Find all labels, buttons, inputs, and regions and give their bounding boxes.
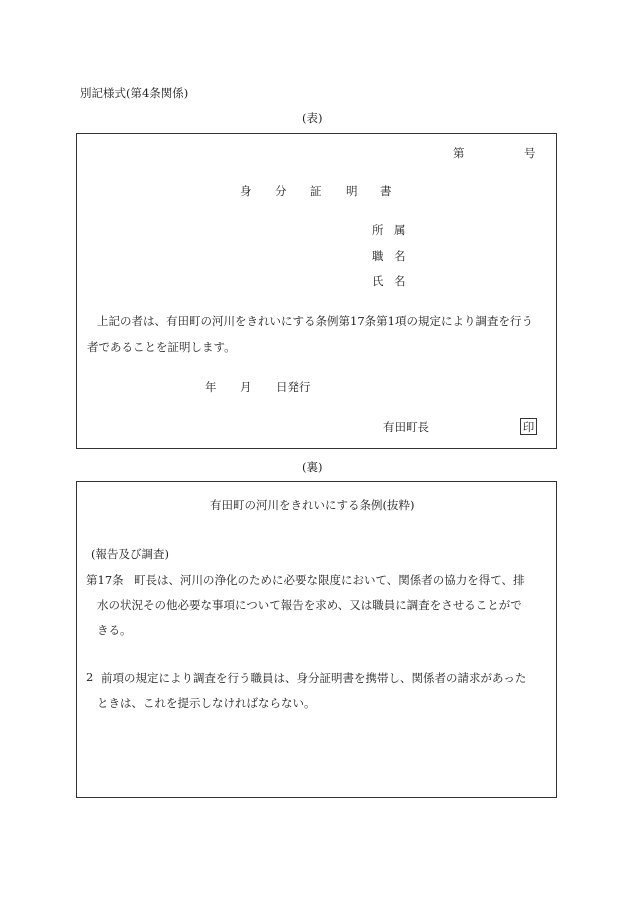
article-line-2: 水の状況その他必要な事項について報告を求め、又は職員に調査をさせることがで: [97, 598, 522, 612]
article-line-3: きる。: [97, 623, 132, 637]
title-char: 明: [346, 184, 358, 198]
date-month: 月: [240, 380, 252, 394]
title-char: 分: [275, 184, 287, 198]
title-char: 証: [310, 184, 322, 198]
number-dai: 第: [453, 146, 465, 160]
form-label: 別記様式(第4条関係): [80, 86, 189, 100]
back-card: [76, 481, 557, 798]
article-line-1: 町長は、河川の浄化のために必要な限度において、関係者の協力を得て、排: [134, 573, 525, 587]
section-heading: (報告及び調査): [91, 547, 169, 561]
front-card: [76, 133, 557, 449]
title-char: 身: [240, 184, 252, 198]
title-char: 書: [380, 184, 392, 198]
date-year: 年: [205, 380, 217, 394]
clause-line-2: ときは、これを提示しなければならない。: [97, 696, 316, 710]
issuer: 有田町長: [383, 420, 429, 434]
statement-line-1: 上記の者は、有田町の河川をきれいにする条例第17条第1項の規定により調査を行う: [97, 314, 533, 328]
date-issued: 日発行: [276, 380, 311, 394]
back-side-label: (裏): [302, 460, 323, 474]
clause-number: 2: [86, 670, 94, 684]
article-number: 第17条: [86, 573, 124, 587]
statement-line-2: 者であることを証明します。: [87, 340, 236, 354]
number-go: 号: [524, 146, 536, 160]
front-side-label: (表): [302, 111, 323, 125]
clause-line-1: 前項の規定により調査を行う職員は、身分証明書を携帯し、関係者の請求があった: [101, 671, 527, 685]
ordinance-title: 有田町の河川をきれいにする条例(抜粋): [210, 498, 415, 512]
seal-stamp: 印: [520, 418, 537, 435]
